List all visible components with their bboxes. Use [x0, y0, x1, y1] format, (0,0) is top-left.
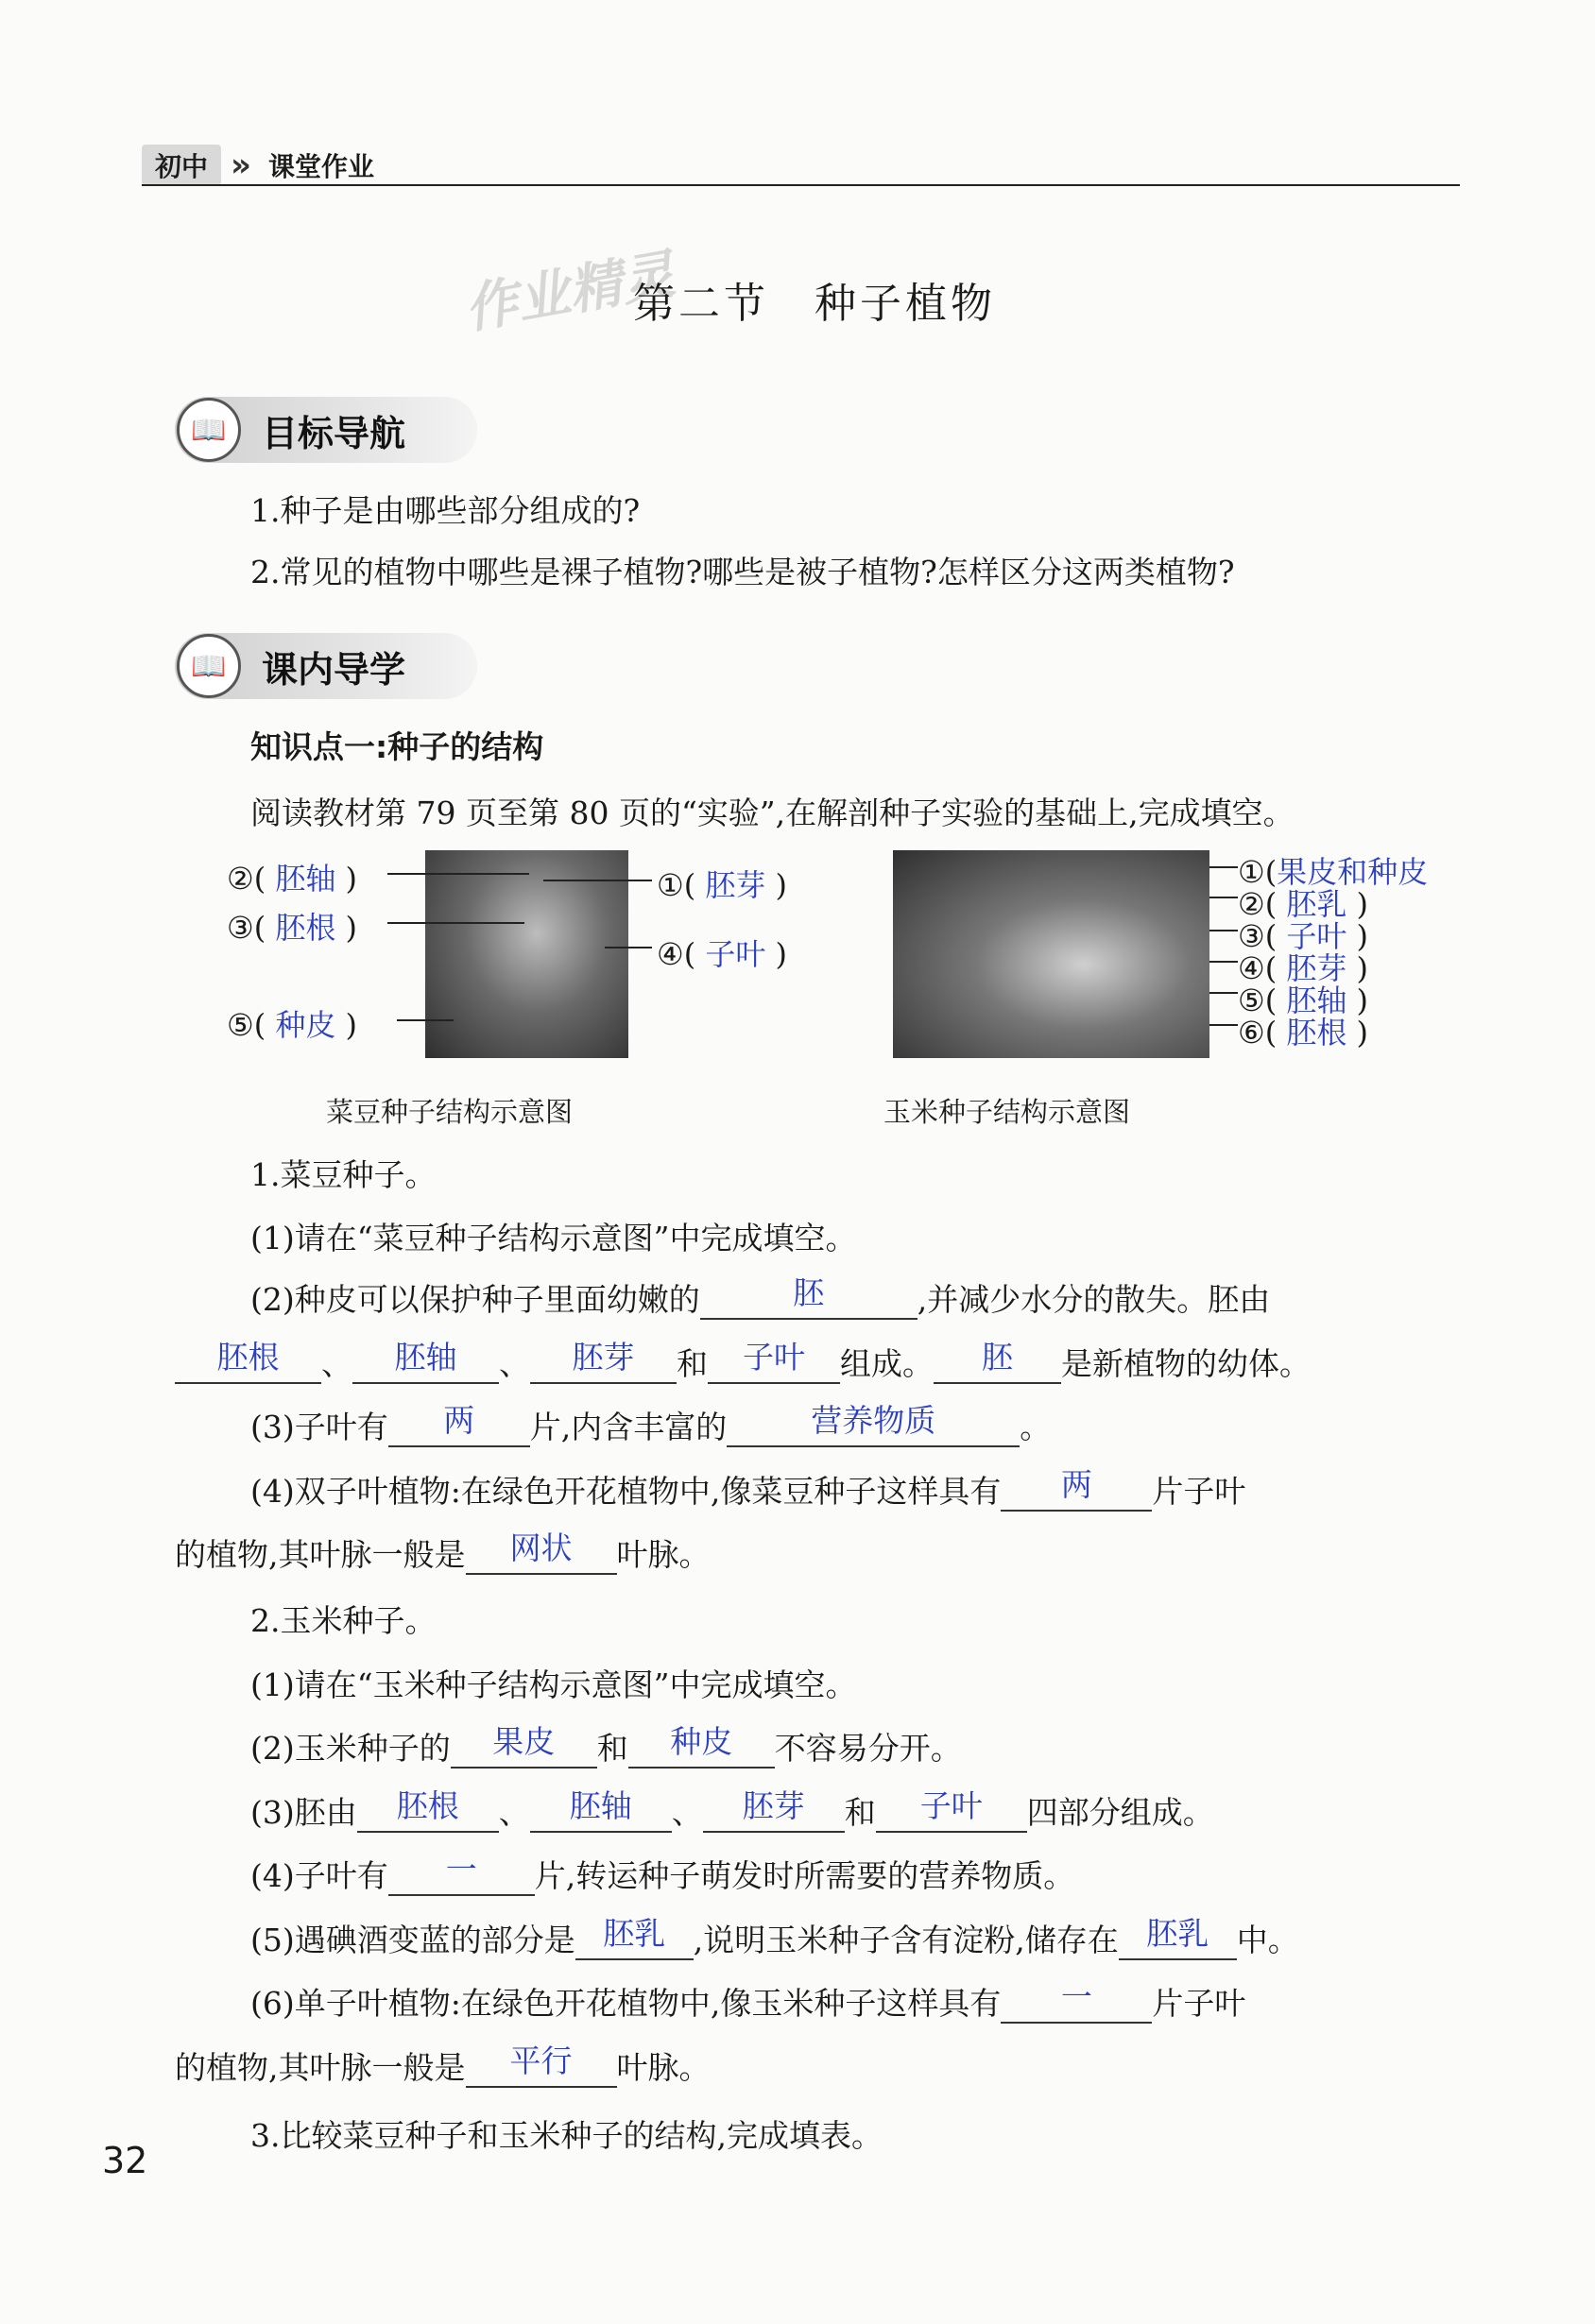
answer-blank[interactable]: 子叶 [708, 1346, 840, 1384]
answer-blank[interactable]: 胚轴 [530, 1795, 672, 1833]
knowledge-point-heading: 知识点一:种子的结构 [250, 728, 544, 765]
q2-p2: (2)玉米种子的 果皮 和 种皮 不容易分开。 [250, 1723, 962, 1767]
answer-blank[interactable]: 胚乳 [1119, 1922, 1237, 1960]
answer-blank[interactable]: 胚芽 [530, 1346, 677, 1384]
bean-label-4: ④( 子叶 ) [657, 936, 788, 972]
answer-blank[interactable]: 两 [388, 1410, 530, 1447]
bean-label-2: ②( 胚轴 ) [227, 861, 358, 897]
q1-p4: (4)双子叶植物:在绿色开花植物中,像菜豆种子这样具有 两 片子叶 [250, 1466, 1246, 1510]
double-chevron-icon: » [231, 146, 242, 184]
q2-p4: (4)子叶有 一 片,转运种子萌发时所需要的营养物质。 [250, 1851, 1075, 1894]
corn-label-5: ⑤( 胚轴 ) [1238, 983, 1369, 1018]
section-title: 目标导航 [262, 412, 406, 454]
answer-blank[interactable]: 网状 [466, 1537, 617, 1575]
answer-blank[interactable]: 胚 [700, 1282, 918, 1320]
answer-blank[interactable]: 果皮 [451, 1731, 597, 1769]
answer-blank[interactable]: 两 [1001, 1474, 1152, 1512]
q1-p4-cont: 的植物,其叶脉一般是 网状 叶脉。 [175, 1529, 711, 1573]
corn-seed-image [893, 850, 1209, 1058]
q2-p1: (1)请在“玉米种子结构示意图”中完成填空。 [250, 1666, 857, 1703]
q2-p5: (5)遇碘酒变蓝的部分是 胚乳 ,说明玉米种子含有淀粉,储存在 胚乳 中。 [250, 1915, 1299, 1958]
q1-p2: (2)种皮可以保护种子里面幼嫩的 胚 ,并减少水分的散失。胚由 [250, 1274, 1271, 1318]
goal-item: 1.种子是由哪些部分组成的? [250, 492, 641, 529]
answer-blank[interactable]: 子叶 [876, 1795, 1027, 1833]
q1-p2-cont: 胚根 、 胚轴 、 胚芽 和 子叶 组成。 胚 是新植物的幼体。 [175, 1340, 1311, 1384]
section-title: 课内导学 [262, 648, 406, 691]
bean-label-1: ①( 胚芽 ) [657, 867, 788, 903]
corn-label-3: ③( 子叶 ) [1238, 918, 1369, 954]
corn-label-4: ④( 胚芽 ) [1238, 950, 1369, 986]
bean-label-3: ③( 胚根 ) [227, 910, 358, 946]
header-series-name: 课堂作业 [267, 151, 374, 182]
bean-label-5: ⑤( 种皮 ) [227, 1007, 358, 1043]
answer-blank[interactable]: 一 [1001, 1986, 1152, 2024]
book-icon: 📖 [177, 398, 241, 462]
goal-item: 2.常见的植物中哪些是裸子植物?哪些是被子植物?怎样区分这两类植物? [250, 554, 1235, 590]
q1-p3: (3)子叶有 两 片,内含丰富的 营养物质 。 [250, 1402, 1052, 1445]
q1-p1: (1)请在“菜豆种子结构示意图”中完成填空。 [250, 1220, 857, 1256]
corn-label-1: ①(果皮和种皮 [1238, 854, 1429, 890]
answer-blank[interactable]: 胚乳 [575, 1922, 694, 1960]
answer-blank[interactable]: 胚轴 [352, 1346, 499, 1384]
answer-blank[interactable]: 胚芽 [703, 1795, 845, 1833]
answer-blank[interactable]: 胚根 [357, 1795, 499, 1833]
answer-blank[interactable]: 营养物质 [727, 1410, 1020, 1447]
q2-p3: (3)胚由 胚根 、 胚轴 、 胚芽 和 子叶 四部分组成。 [250, 1787, 1214, 1831]
intro-text: 阅读教材第 79 页至第 80 页的“实验”,在解剖种子实验的基础上,完成填空。 [250, 795, 1295, 831]
page-title: 第二节 种子植物 [633, 280, 996, 328]
answer-blank[interactable]: 种皮 [628, 1731, 775, 1769]
watermark: 作业精灵 [459, 243, 679, 341]
q2-heading: 2.玉米种子。 [250, 1602, 437, 1639]
q2-p6: (6)单子叶植物:在绿色开花植物中,像玉米种子这样具有 一 片子叶 [250, 1978, 1246, 2022]
answer-blank[interactable]: 胚 [934, 1346, 1061, 1384]
corn-label-2: ②( 胚乳 ) [1238, 886, 1369, 922]
header-chip: 初中 [142, 145, 221, 186]
answer-blank[interactable]: 胚根 [175, 1346, 321, 1384]
answer-blank[interactable]: 一 [388, 1858, 535, 1896]
corn-label-6: ⑥( 胚根 ) [1238, 1015, 1369, 1051]
q1-heading: 1.菜豆种子。 [250, 1156, 437, 1193]
answer-blank[interactable]: 平行 [466, 2050, 617, 2088]
q3-heading: 3.比较菜豆种子和玉米种子的结构,完成填表。 [250, 2117, 883, 2154]
book-icon: 📖 [177, 634, 241, 698]
page-number: 32 [102, 2140, 148, 2181]
corn-caption: 玉米种子结构示意图 [883, 1096, 1131, 1128]
q2-p6-cont: 的植物,其叶脉一般是 平行 叶脉。 [175, 2042, 711, 2086]
bean-caption: 菜豆种子结构示意图 [326, 1096, 574, 1128]
